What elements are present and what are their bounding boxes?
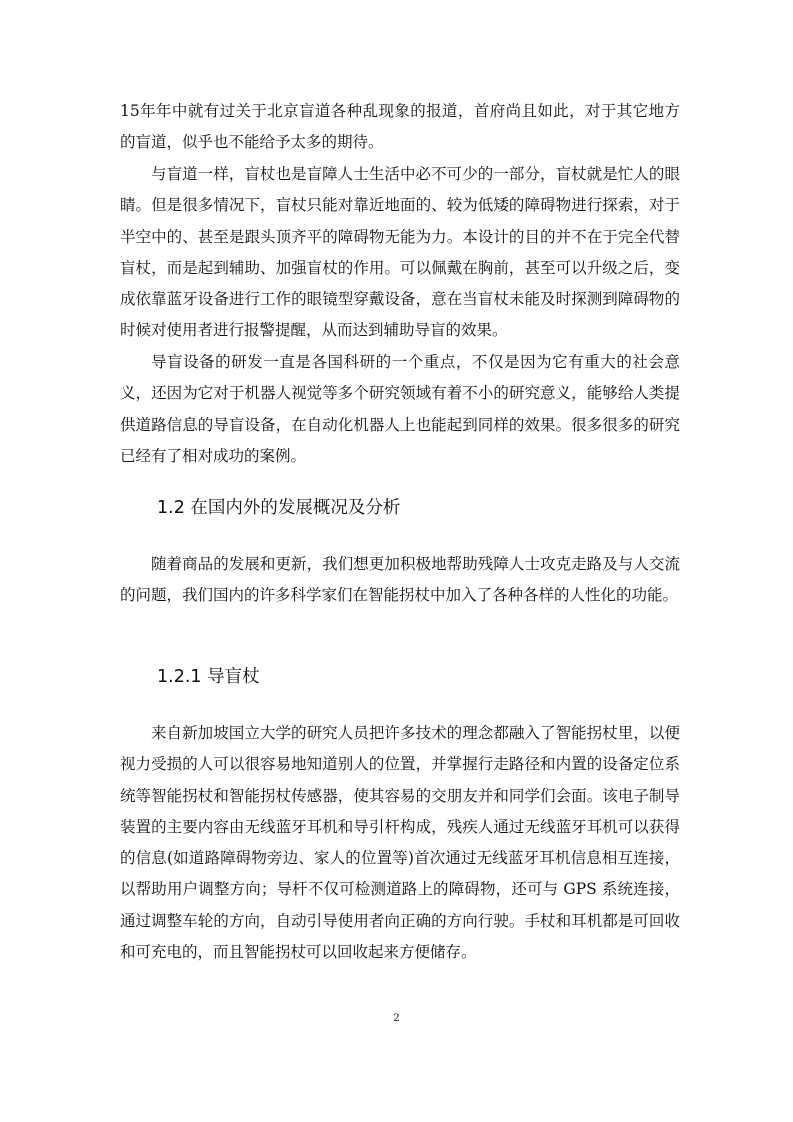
section-heading-1-2: 1.2 在国内外的发展概况及分析: [157, 498, 401, 518]
paragraph-guide-cane: 来自新加坡国立大学的研究人员把许多技术的理念都融入了智能拐杖里，以便视力受损的人可以很容易地知道别人的位置，并掌握行走路径和内置的设备定位系统等智能拐杖和智能拐杖传感器，使其容易的交朋友并和同学们会面。该电子制导装置的主要内容由无线蓝牙耳机和导引杆构成，残疾人通过无线蓝牙耳机可以获得的信息(如道路障碍物旁边、家人的位置等)首次通过无线蓝牙耳机信息相互连接，以帮助用户调整方向；导杆不仅可检测道路上的障碍物，还可与 GPS 系统连接，通过调整车轮的方向，自动引导使用者向正确的方向行驶。手杖和耳机都是可回收和可充电的，而且智能拐杖可以回收起来方便储存。: [120, 724, 680, 962]
page-number: 2: [393, 1012, 400, 1024]
paragraph-domestic-development: 随着商品的发展和更新，我们想更加积极地帮助残障人士攻克走路及与人交流的问题，我们国内的许多科学家们在智能拐杖中加入了各种各样的人性化的功能。: [120, 555, 680, 605]
paragraph-research-significance: 导盲设备的研发一直是各国科研的一个重点，不仅是因为它有重大的社会意义，还因为它对于机器人视觉等多个研究领域有着不小的研究意义，能够给人类提供道路信息的导盲设备，在自动化机器人上也能起到同样的效果。很多很多的研究已经有了相对成功的案例。: [120, 353, 680, 465]
section-heading-1-2-1: 1.2.1 导盲杖: [157, 667, 260, 687]
paragraph-intro-continued: 15年年中就有过关于北京盲道各种乱现象的报道，首府尚且如此，对于其它地方的盲道，似乎也不能给予太多的期待。: [120, 102, 680, 152]
paragraph-blind-cane: 与盲道一样，盲杖也是盲障人士生活中必不可少的一部分，盲杖就是忙人的眼睛。但是很多情况下，盲杖只能对靠近地面的、较为低矮的障碍物进行探索，对于半空中的、甚至是跟头顶齐平的障碍物无能为力。本设计的目的并不在于完全代替盲杖，而是起到辅助、加强盲杖的作用。可以佩戴在胸前，甚至可以升级之后，变成依靠蓝牙设备进行工作的眼镜型穿戴设备，意在当盲杖未能及时探测到障碍物的时候对使用者进行报警提醒，从而达到辅助导盲的效果。: [120, 165, 680, 340]
